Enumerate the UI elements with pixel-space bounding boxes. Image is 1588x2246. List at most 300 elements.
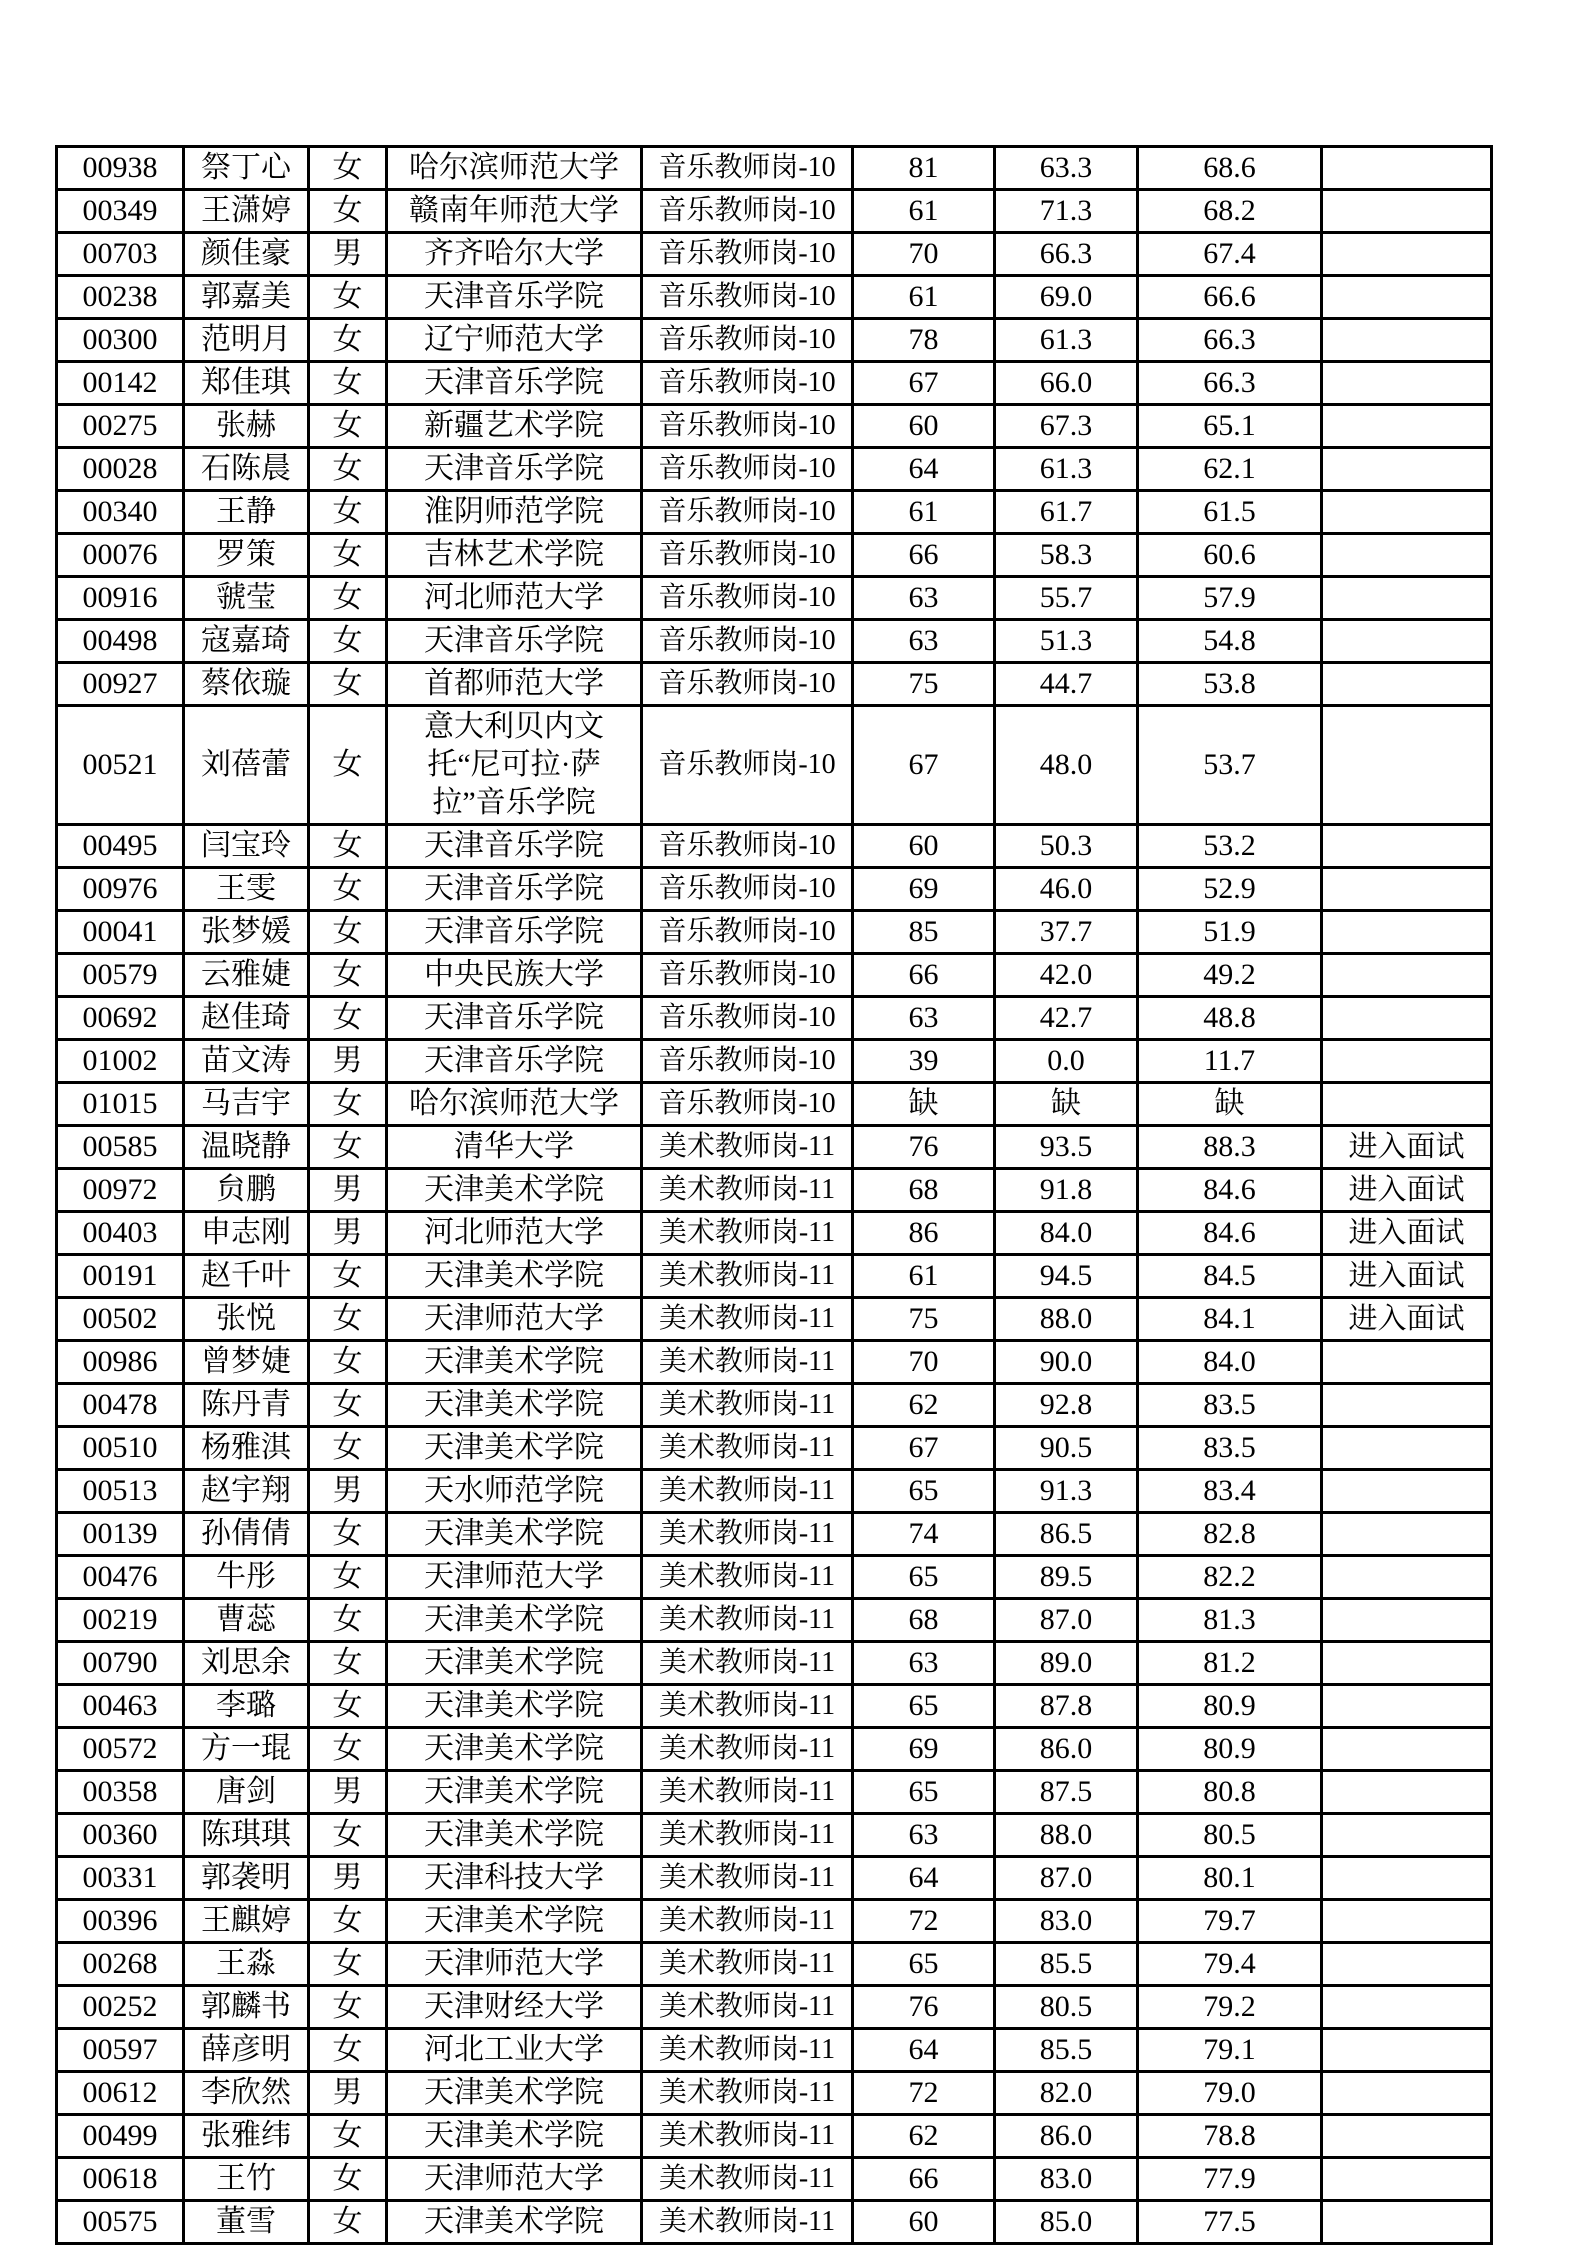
cell-interview-remark: 进入面试 — [1322, 1212, 1492, 1255]
cell-interview-remark: 进入面试 — [1322, 1255, 1492, 1298]
cell-candidate-id: 00612 — [57, 2072, 184, 2115]
cell-gender: 女 — [309, 1298, 387, 1341]
cell-professional-score: 50.3 — [995, 825, 1138, 868]
cell-total-score: 66.3 — [1138, 362, 1322, 405]
cell-candidate-id: 00028 — [57, 448, 184, 491]
cell-written-score: 64 — [853, 2029, 995, 2072]
cell-total-score: 82.8 — [1138, 1513, 1322, 1556]
cell-written-score: 72 — [853, 2072, 995, 2115]
cell-position: 美术教师岗-11 — [642, 1255, 853, 1298]
cell-candidate-id: 00579 — [57, 954, 184, 997]
cell-graduate-school: 齐齐哈尔大学 — [387, 233, 642, 276]
cell-total-score: 48.8 — [1138, 997, 1322, 1040]
cell-gender: 男 — [309, 1470, 387, 1513]
cell-position: 音乐教师岗-10 — [642, 911, 853, 954]
cell-graduate-school: 天津美术学院 — [387, 1341, 642, 1384]
cell-candidate-name: 王麒婷 — [184, 1900, 309, 1943]
cell-candidate-name: 郑佳琪 — [184, 362, 309, 405]
cell-candidate-id: 00349 — [57, 190, 184, 233]
cell-candidate-id: 00139 — [57, 1513, 184, 1556]
cell-candidate-name: 杨雅淇 — [184, 1427, 309, 1470]
cell-candidate-id: 00927 — [57, 663, 184, 706]
cell-candidate-name: 牛彤 — [184, 1556, 309, 1599]
table-row — [57, 706, 1492, 825]
cell-candidate-id: 00976 — [57, 868, 184, 911]
cell-interview-remark — [1322, 620, 1492, 663]
cell-position: 音乐教师岗-10 — [642, 147, 853, 190]
cell-interview-remark — [1322, 1986, 1492, 2029]
cell-graduate-school: 天津财经大学 — [387, 1986, 642, 2029]
cell-candidate-id: 00972 — [57, 1169, 184, 1212]
cell-total-score: 60.6 — [1138, 534, 1322, 577]
cell-total-score: 84.5 — [1138, 1255, 1322, 1298]
cell-interview-remark: 进入面试 — [1322, 1169, 1492, 1212]
cell-graduate-school: 天津音乐学院 — [387, 825, 642, 868]
cell-candidate-name: 赵宇翔 — [184, 1470, 309, 1513]
cell-graduate-school: 天津音乐学院 — [387, 997, 642, 1040]
cell-written-score: 67 — [853, 706, 995, 825]
cell-candidate-id: 00597 — [57, 2029, 184, 2072]
cell-interview-remark — [1322, 1341, 1492, 1384]
cell-graduate-school: 意大利贝内文托“尼可拉·萨拉”音乐学院 — [387, 706, 642, 825]
cell-professional-score: 61.3 — [995, 319, 1138, 362]
cell-professional-score: 91.3 — [995, 1470, 1138, 1513]
cell-interview-remark — [1322, 534, 1492, 577]
cell-total-score: 80.8 — [1138, 1771, 1322, 1814]
cell-graduate-school: 天津美术学院 — [387, 1169, 642, 1212]
cell-gender: 女 — [309, 448, 387, 491]
cell-candidate-id: 00238 — [57, 276, 184, 319]
cell-interview-remark: 进入面试 — [1322, 1298, 1492, 1341]
table-row — [57, 1384, 1492, 1427]
cell-graduate-school: 天津师范大学 — [387, 1943, 642, 1986]
cell-professional-score: 85.5 — [995, 1943, 1138, 1986]
cell-candidate-name: 祭丁心 — [184, 147, 309, 190]
cell-candidate-id: 00358 — [57, 1771, 184, 1814]
cell-interview-remark — [1322, 1771, 1492, 1814]
cell-gender: 女 — [309, 534, 387, 577]
cell-professional-score: 82.0 — [995, 2072, 1138, 2115]
table-row — [57, 1470, 1492, 1513]
cell-position: 音乐教师岗-10 — [642, 491, 853, 534]
cell-graduate-school: 哈尔滨师范大学 — [387, 1083, 642, 1126]
cell-total-score: 53.7 — [1138, 706, 1322, 825]
cell-candidate-name: 颜佳豪 — [184, 233, 309, 276]
table-row — [57, 1814, 1492, 1857]
table-row — [57, 319, 1492, 362]
cell-professional-score: 85.5 — [995, 2029, 1138, 2072]
cell-gender: 男 — [309, 1857, 387, 1900]
table-row — [57, 1298, 1492, 1341]
cell-gender: 女 — [309, 2029, 387, 2072]
cell-position: 音乐教师岗-10 — [642, 663, 853, 706]
cell-graduate-school: 天津美术学院 — [387, 1771, 642, 1814]
cell-professional-score: 61.7 — [995, 491, 1138, 534]
cell-graduate-school: 天津科技大学 — [387, 1857, 642, 1900]
cell-professional-score: 66.3 — [995, 233, 1138, 276]
cell-position: 音乐教师岗-10 — [642, 534, 853, 577]
cell-total-score: 11.7 — [1138, 1040, 1322, 1083]
cell-graduate-school: 天津美术学院 — [387, 2072, 642, 2115]
cell-interview-remark — [1322, 825, 1492, 868]
cell-interview-remark — [1322, 706, 1492, 825]
cell-position: 美术教师岗-11 — [642, 1470, 853, 1513]
cell-interview-remark — [1322, 2201, 1492, 2244]
cell-written-score: 66 — [853, 534, 995, 577]
cell-written-score: 65 — [853, 1470, 995, 1513]
cell-total-score: 84.6 — [1138, 1212, 1322, 1255]
cell-position: 美术教师岗-11 — [642, 1685, 853, 1728]
table-row — [57, 2158, 1492, 2201]
cell-interview-remark — [1322, 2072, 1492, 2115]
cell-gender: 女 — [309, 1341, 387, 1384]
cell-interview-remark — [1322, 1943, 1492, 1986]
cell-total-score: 77.5 — [1138, 2201, 1322, 2244]
cell-position: 美术教师岗-11 — [642, 1513, 853, 1556]
cell-gender: 男 — [309, 1040, 387, 1083]
cell-gender: 女 — [309, 663, 387, 706]
cell-graduate-school: 天津师范大学 — [387, 1556, 642, 1599]
cell-candidate-name: 苗文涛 — [184, 1040, 309, 1083]
cell-interview-remark — [1322, 663, 1492, 706]
table-row — [57, 190, 1492, 233]
cell-interview-remark — [1322, 276, 1492, 319]
cell-position: 美术教师岗-11 — [642, 1126, 853, 1169]
table-row — [57, 1169, 1492, 1212]
cell-candidate-id: 00041 — [57, 911, 184, 954]
cell-candidate-id: 00618 — [57, 2158, 184, 2201]
cell-interview-remark — [1322, 1384, 1492, 1427]
cell-written-score: 65 — [853, 1771, 995, 1814]
cell-written-score: 69 — [853, 1728, 995, 1771]
cell-interview-remark — [1322, 1857, 1492, 1900]
cell-total-score: 52.9 — [1138, 868, 1322, 911]
cell-gender: 女 — [309, 1900, 387, 1943]
cell-candidate-id: 00521 — [57, 706, 184, 825]
cell-interview-remark — [1322, 868, 1492, 911]
cell-written-score: 64 — [853, 1857, 995, 1900]
cell-position: 音乐教师岗-10 — [642, 1083, 853, 1126]
cell-graduate-school: 河北师范大学 — [387, 1212, 642, 1255]
cell-professional-score: 44.7 — [995, 663, 1138, 706]
cell-candidate-id: 01015 — [57, 1083, 184, 1126]
cell-professional-score: 89.0 — [995, 1642, 1138, 1685]
cell-total-score: 54.8 — [1138, 620, 1322, 663]
cell-position: 音乐教师岗-10 — [642, 997, 853, 1040]
cell-graduate-school: 天津师范大学 — [387, 1298, 642, 1341]
table-row — [57, 1126, 1492, 1169]
cell-total-score: 67.4 — [1138, 233, 1322, 276]
cell-total-score: 缺 — [1138, 1083, 1322, 1126]
table-row — [57, 233, 1492, 276]
cell-total-score: 83.4 — [1138, 1470, 1322, 1513]
cell-position: 美术教师岗-11 — [642, 1857, 853, 1900]
cell-professional-score: 88.0 — [995, 1298, 1138, 1341]
table-row — [57, 2115, 1492, 2158]
cell-position: 美术教师岗-11 — [642, 2072, 853, 2115]
table-row — [57, 1943, 1492, 1986]
cell-candidate-name: 郭袭明 — [184, 1857, 309, 1900]
cell-position: 音乐教师岗-10 — [642, 233, 853, 276]
table-row — [57, 1556, 1492, 1599]
cell-gender: 女 — [309, 706, 387, 825]
cell-gender: 女 — [309, 147, 387, 190]
cell-gender: 男 — [309, 1169, 387, 1212]
cell-gender: 女 — [309, 405, 387, 448]
table-row — [57, 577, 1492, 620]
cell-interview-remark — [1322, 1083, 1492, 1126]
cell-graduate-school: 辽宁师范大学 — [387, 319, 642, 362]
table-row — [57, 1857, 1492, 1900]
cell-graduate-school: 天津美术学院 — [387, 2115, 642, 2158]
table-row — [57, 276, 1492, 319]
cell-written-score: 85 — [853, 911, 995, 954]
cell-interview-remark — [1322, 319, 1492, 362]
cell-professional-score: 83.0 — [995, 1900, 1138, 1943]
cell-position: 音乐教师岗-10 — [642, 319, 853, 362]
cell-interview-remark — [1322, 233, 1492, 276]
cell-graduate-school: 天津美术学院 — [387, 1728, 642, 1771]
cell-position: 美术教师岗-11 — [642, 1642, 853, 1685]
cell-professional-score: 80.5 — [995, 1986, 1138, 2029]
cell-candidate-id: 00340 — [57, 491, 184, 534]
cell-candidate-id: 00275 — [57, 405, 184, 448]
cell-position: 音乐教师岗-10 — [642, 706, 853, 825]
cell-gender: 女 — [309, 825, 387, 868]
cell-graduate-school: 新疆艺术学院 — [387, 405, 642, 448]
cell-written-score: 61 — [853, 190, 995, 233]
cell-total-score: 53.8 — [1138, 663, 1322, 706]
cell-professional-score: 46.0 — [995, 868, 1138, 911]
cell-total-score: 84.0 — [1138, 1341, 1322, 1384]
cell-graduate-school: 天津音乐学院 — [387, 448, 642, 491]
cell-professional-score: 51.3 — [995, 620, 1138, 663]
cell-candidate-id: 00916 — [57, 577, 184, 620]
cell-candidate-id: 00463 — [57, 1685, 184, 1728]
cell-graduate-school: 天津音乐学院 — [387, 911, 642, 954]
cell-gender: 女 — [309, 190, 387, 233]
cell-gender: 男 — [309, 233, 387, 276]
cell-gender: 女 — [309, 620, 387, 663]
cell-professional-score: 89.5 — [995, 1556, 1138, 1599]
cell-professional-score: 55.7 — [995, 577, 1138, 620]
cell-candidate-id: 00703 — [57, 233, 184, 276]
cell-total-score: 65.1 — [1138, 405, 1322, 448]
cell-graduate-school: 中央民族大学 — [387, 954, 642, 997]
cell-position: 美术教师岗-11 — [642, 2115, 853, 2158]
cell-written-score: 66 — [853, 954, 995, 997]
cell-candidate-name: 刘思余 — [184, 1642, 309, 1685]
cell-written-score: 70 — [853, 1341, 995, 1384]
cell-written-score: 61 — [853, 276, 995, 319]
cell-professional-score: 85.0 — [995, 2201, 1138, 2244]
cell-candidate-id: 00142 — [57, 362, 184, 405]
cell-candidate-name: 张雅纬 — [184, 2115, 309, 2158]
cell-candidate-id: 00692 — [57, 997, 184, 1040]
table-row — [57, 2029, 1492, 2072]
cell-graduate-school: 天津美术学院 — [387, 1900, 642, 1943]
cell-position: 美术教师岗-11 — [642, 2158, 853, 2201]
cell-professional-score: 87.0 — [995, 1857, 1138, 1900]
cell-position: 美术教师岗-11 — [642, 1900, 853, 1943]
table-row — [57, 1212, 1492, 1255]
table-row — [57, 1771, 1492, 1814]
cell-candidate-name: 王竹 — [184, 2158, 309, 2201]
cell-written-score: 60 — [853, 825, 995, 868]
cell-graduate-school: 天津美术学院 — [387, 1685, 642, 1728]
cell-gender: 女 — [309, 2201, 387, 2244]
cell-graduate-school: 天津音乐学院 — [387, 868, 642, 911]
cell-gender: 男 — [309, 2072, 387, 2115]
cell-interview-remark — [1322, 1040, 1492, 1083]
table-row — [57, 534, 1492, 577]
cell-candidate-id: 00513 — [57, 1470, 184, 1513]
cell-written-score: 64 — [853, 448, 995, 491]
cell-professional-score: 91.8 — [995, 1169, 1138, 1212]
cell-graduate-school: 天津音乐学院 — [387, 1040, 642, 1083]
table-row — [57, 2072, 1492, 2115]
cell-professional-score: 42.7 — [995, 997, 1138, 1040]
cell-position: 音乐教师岗-10 — [642, 954, 853, 997]
cell-candidate-id: 00495 — [57, 825, 184, 868]
cell-gender: 女 — [309, 1083, 387, 1126]
cell-professional-score: 93.5 — [995, 1126, 1138, 1169]
cell-graduate-school: 天津美术学院 — [387, 1384, 642, 1427]
table-row — [57, 1599, 1492, 1642]
cell-gender: 女 — [309, 276, 387, 319]
cell-written-score: 67 — [853, 362, 995, 405]
cell-position: 音乐教师岗-10 — [642, 620, 853, 663]
cell-position: 美术教师岗-11 — [642, 1427, 853, 1470]
cell-candidate-name: 董雪 — [184, 2201, 309, 2244]
cell-gender: 女 — [309, 2158, 387, 2201]
cell-written-score: 缺 — [853, 1083, 995, 1126]
cell-candidate-id: 00478 — [57, 1384, 184, 1427]
cell-professional-score: 66.0 — [995, 362, 1138, 405]
table-row — [57, 911, 1492, 954]
cell-interview-remark — [1322, 1470, 1492, 1513]
cell-total-score: 53.2 — [1138, 825, 1322, 868]
cell-written-score: 75 — [853, 663, 995, 706]
cell-candidate-id: 00502 — [57, 1298, 184, 1341]
cell-candidate-id: 00510 — [57, 1427, 184, 1470]
cell-position: 美术教师岗-11 — [642, 1986, 853, 2029]
cell-written-score: 62 — [853, 2115, 995, 2158]
cell-total-score: 84.1 — [1138, 1298, 1322, 1341]
cell-position: 音乐教师岗-10 — [642, 362, 853, 405]
cell-position: 美术教师岗-11 — [642, 1599, 853, 1642]
cell-total-score: 61.5 — [1138, 491, 1322, 534]
cell-gender: 男 — [309, 1212, 387, 1255]
cell-written-score: 63 — [853, 1642, 995, 1685]
table-row — [57, 448, 1492, 491]
cell-professional-score: 92.8 — [995, 1384, 1138, 1427]
table-row — [57, 868, 1492, 911]
cell-candidate-name: 唐剑 — [184, 1771, 309, 1814]
cell-written-score: 63 — [853, 577, 995, 620]
cell-position: 美术教师岗-11 — [642, 1384, 853, 1427]
cell-candidate-name: 王静 — [184, 491, 309, 534]
table-row — [57, 1642, 1492, 1685]
cell-total-score: 62.1 — [1138, 448, 1322, 491]
cell-total-score: 49.2 — [1138, 954, 1322, 997]
cell-professional-score: 67.3 — [995, 405, 1138, 448]
cell-gender: 女 — [309, 1556, 387, 1599]
exam-results-table — [55, 145, 1493, 2245]
cell-candidate-id: 00076 — [57, 534, 184, 577]
cell-position: 音乐教师岗-10 — [642, 577, 853, 620]
cell-candidate-name: 王雯 — [184, 868, 309, 911]
cell-position: 美术教师岗-11 — [642, 2201, 853, 2244]
cell-candidate-name: 李欣然 — [184, 2072, 309, 2115]
cell-gender: 女 — [309, 319, 387, 362]
cell-graduate-school: 天津音乐学院 — [387, 276, 642, 319]
cell-written-score: 61 — [853, 1255, 995, 1298]
cell-gender: 女 — [309, 1685, 387, 1728]
cell-professional-score: 86.5 — [995, 1513, 1138, 1556]
cell-graduate-school: 天津美术学院 — [387, 1599, 642, 1642]
cell-interview-remark — [1322, 1599, 1492, 1642]
table-row — [57, 362, 1492, 405]
cell-position: 美术教师岗-11 — [642, 1341, 853, 1384]
cell-candidate-name: 薛彦明 — [184, 2029, 309, 2072]
table-row — [57, 1427, 1492, 1470]
cell-candidate-name: 赵佳琦 — [184, 997, 309, 1040]
cell-written-score: 65 — [853, 1943, 995, 1986]
cell-graduate-school: 天津师范大学 — [387, 2158, 642, 2201]
cell-candidate-name: 张悦 — [184, 1298, 309, 1341]
cell-written-score: 60 — [853, 2201, 995, 2244]
cell-candidate-name: 曾梦婕 — [184, 1341, 309, 1384]
table-row — [57, 1083, 1492, 1126]
cell-interview-remark — [1322, 1685, 1492, 1728]
cell-graduate-school: 清华大学 — [387, 1126, 642, 1169]
cell-professional-score: 58.3 — [995, 534, 1138, 577]
cell-position: 音乐教师岗-10 — [642, 448, 853, 491]
cell-graduate-school: 哈尔滨师范大学 — [387, 147, 642, 190]
cell-written-score: 68 — [853, 1169, 995, 1212]
cell-total-score: 80.9 — [1138, 1685, 1322, 1728]
cell-position: 美术教师岗-11 — [642, 1169, 853, 1212]
cell-written-score: 63 — [853, 1814, 995, 1857]
cell-written-score: 65 — [853, 1556, 995, 1599]
cell-written-score: 70 — [853, 233, 995, 276]
cell-interview-remark — [1322, 1728, 1492, 1771]
table-row — [57, 997, 1492, 1040]
cell-written-score: 72 — [853, 1900, 995, 1943]
cell-candidate-id: 00790 — [57, 1642, 184, 1685]
cell-position: 美术教师岗-11 — [642, 1728, 853, 1771]
cell-candidate-name: 申志刚 — [184, 1212, 309, 1255]
cell-gender: 女 — [309, 362, 387, 405]
cell-interview-remark — [1322, 1427, 1492, 1470]
cell-written-score: 75 — [853, 1298, 995, 1341]
cell-gender: 男 — [309, 1771, 387, 1814]
table-row — [57, 2201, 1492, 2244]
cell-graduate-school: 首都师范大学 — [387, 663, 642, 706]
cell-gender: 女 — [309, 2115, 387, 2158]
cell-interview-remark — [1322, 911, 1492, 954]
cell-total-score: 78.8 — [1138, 2115, 1322, 2158]
cell-position: 美术教师岗-11 — [642, 1298, 853, 1341]
cell-candidate-id: 00396 — [57, 1900, 184, 1943]
cell-gender: 女 — [309, 1255, 387, 1298]
cell-candidate-name: 孙倩倩 — [184, 1513, 309, 1556]
cell-written-score: 68 — [853, 1599, 995, 1642]
cell-candidate-id: 00498 — [57, 620, 184, 663]
cell-position: 音乐教师岗-10 — [642, 276, 853, 319]
cell-candidate-name: 蔡依璇 — [184, 663, 309, 706]
